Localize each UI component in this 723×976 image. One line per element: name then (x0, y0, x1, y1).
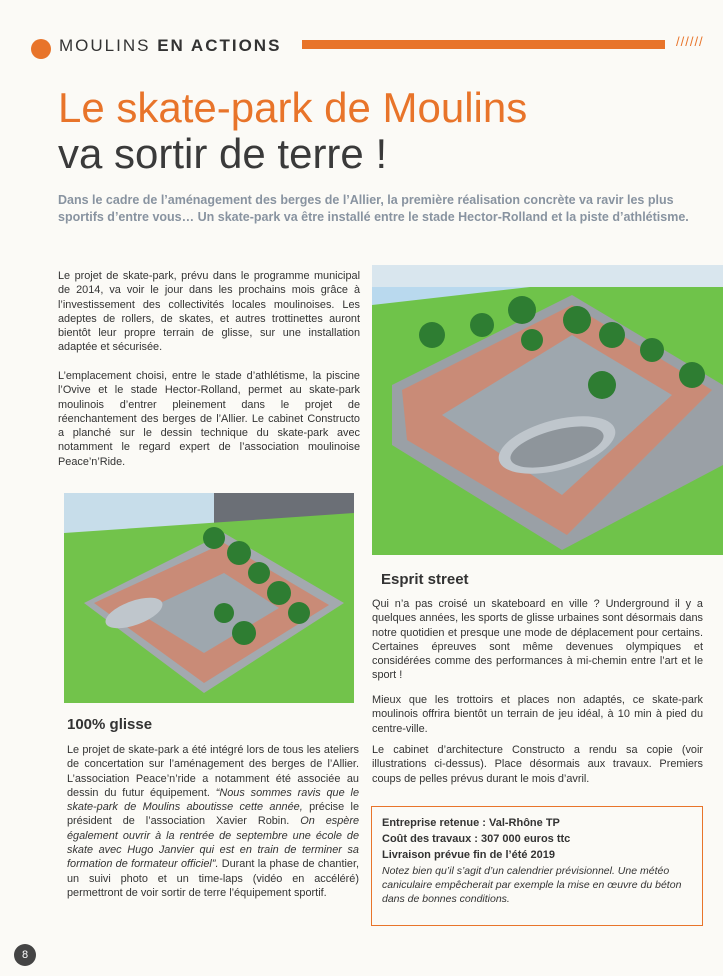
paragraph-1: Le projet de skate-park, prévu dans le programme municipal de 2014, va voir le jour dans les prochains mois grâce à l’investissement des collectivités locales moulinoises. Les adeptes de rollers, de skates, et autres trottinettes auront bientôt leur propre terrain de glisse, sur une installation adaptée et sécurisée. (58, 270, 360, 354)
section-bullet (31, 39, 51, 59)
skate-park-render-small (64, 493, 354, 703)
header-slashes: ////// (676, 34, 704, 49)
page-number: 8 (14, 944, 36, 966)
info-cost: Coût des travaux : 307 000 euros ttc (382, 833, 571, 845)
article-intro: Dans le cadre de l’aménagement des berges de l’Allier, la première réalisation concrète va ravir les plus sportifs d’entre vous… Un skate-park va être installé entre le stade Hector-Rolland et la piste d’athlétisme. (58, 193, 689, 224)
article-title-line1: Le skate-park de Moulins (58, 84, 528, 131)
paragraph-glisse: Le projet de skate-park a été intégré lors de tous les ateliers de concertation sur l’aménagement des berges de l’Allier. L’association Peace’n’ride a notamment été associée au dessin du futur équipement. “Nous sommes ravis que le skate-park de Moulins aboutisse cette année, précise le président de l’association Xavier Robin. On espère également ouvrir à la rentrée de septembre une école de skate avec Hugo Janvier qui est en train de terminer sa formation de formateur officiel”. Durant la phase de chantier, un suivi photo et un time-laps (vidéo en accéléré) permettront de voir sortir de terre l’équipement sportif. (67, 744, 360, 899)
project-info-box (371, 806, 703, 926)
article-title-line2: va sortir de terre ! (58, 130, 388, 177)
info-note: Notez bien qu’il s’agit d’un calendrier prévisionnel. Une météo caniculaire empêcherait par exemple la mise en œuvre du béton dans de bonnes conditions. (382, 865, 682, 905)
paragraph-street-2: Mieux que les trottoirs et places non adaptés, ce skate-park moulinois offrira bientôt un terrain de jeu idéal, à 10 min à pied du centre-ville. (372, 694, 703, 735)
skate-park-render-large (372, 265, 723, 555)
paragraph-street-1: Qui n’a pas croisé un skateboard en ville ? Underground il y a quelques années, les sports de glisse urbaines sont désormais dans notre quotidien et presque une mode de déplacement pour certains. Certaines épreuves sont même devenues olympiques et considérées comme des performances à mi-chemin entre l’art et le sport ! (372, 598, 703, 682)
header-bar (302, 40, 665, 49)
info-delivery: Livraison prévue fin de l’été 2019 (382, 849, 556, 861)
paragraph-2: L’emplacement choisi, entre le stade d’athlétisme, la piscine l’Ovive et le stade Hector-Rolland, permet au skate-park moulinois d’entrer pleinement dans le projet de réenchantement des berges de l’Allier. Le cabinet Constructo a planché sur le dessin technique du skate-park avec notamment le regard expert de l’association moulinoise Peace’n’Ride. (58, 370, 360, 468)
section-label: MOULINS EN ACTIONS (59, 36, 282, 55)
paragraph-street-3: Le cabinet d’architecture Constructo a rendu sa copie (voir illustrations ci-dessus). Place désormais aux travaux. Premiers coups de pelles prévus durant le mois d’avril. (372, 744, 703, 785)
heading-esprit-street: Esprit street (381, 571, 469, 588)
heading-100-glisse: 100% glisse (67, 716, 153, 733)
info-company: Entreprise retenue : Val-Rhône TP (382, 817, 560, 829)
